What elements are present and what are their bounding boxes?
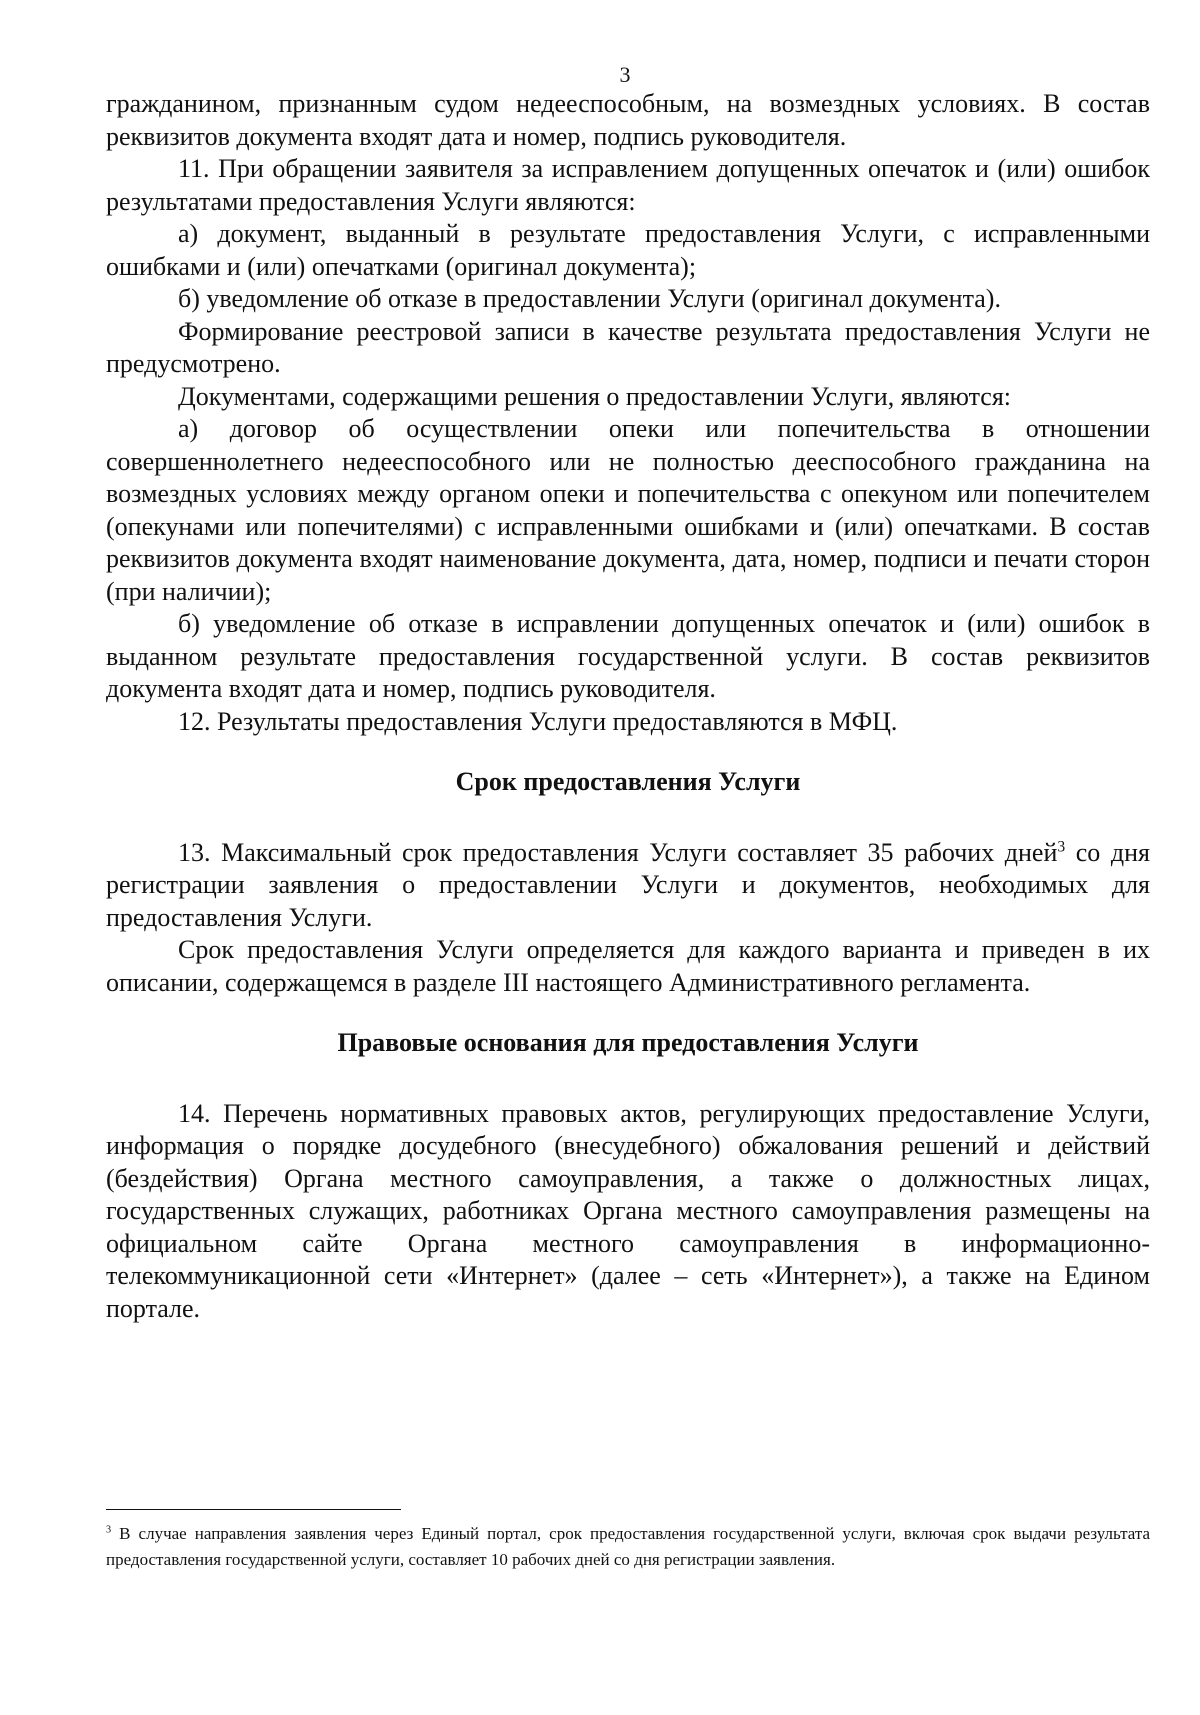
page-number: 3 [619, 62, 631, 87]
section-heading-term: Срок предоставления Услуги [455, 767, 801, 796]
item-13-text: 13. Максимальный срок предоставления Услуги составляет 35 рабочих дней [178, 837, 1058, 867]
paragraph-decision-documents: Документами, содержащими решения о предоставлении Услуги, являются: [178, 381, 1012, 411]
paragraph-continuation: гражданином, признанным судом недееспособным, на возмездных условиях. В состав реквизитов документа входят дата и номер, подпись руководителя. [106, 89, 1150, 151]
section-heading-legal-basis: Правовые основания для предоставления Услуги [337, 1028, 919, 1057]
paragraph-11-b: б) уведомление об отказе в предоставлении Услуги (оригинал документа). [178, 284, 1001, 313]
footnote-text: В случае направления заявления через Единый портал, срок предоставления государственной услуги, включая срок выдачи результата предоставления государственной услуги, составляет 10 рабочих дней со дня регистрации заявления. [106, 1524, 1150, 1569]
paragraph-item-14: 14. Перечень нормативных правовых актов, регулирующих предоставление Услуги, информация о порядке досудебного (внесудебного) обжалования решений и действий (бездействия) Органа местного самоуправления, а также о должностных лицах, государственных служащих, работниках Органа местного самоуправления размещены на официальном сайте Органа местного самоуправления в информационно-телекоммуникационной сети «Интернет» (далее – сеть «Интернет»), а также на Едином портале. [106, 1098, 1150, 1323]
paragraph-decision-a: а) договор об осуществлении опеки или попечительства в отношении совершеннолетнего недееспособного или не полностью дееспособного гражданина на возмездных условиях между органом опеки и попечительства с опекуном или попечителем (опекунами или попечителями) с исправленными ошибками и (или) опечатками. В состав реквизитов документа входят наименование документа, дата, номер, подписи и печати сторон (при наличии); [106, 414, 1150, 606]
paragraph-item-12: 12. Результаты предоставления Услуги предоставляются в МФЦ. [178, 706, 898, 736]
document-body [106, 88, 1150, 1325]
footnote-separator [106, 1509, 401, 1510]
paragraph-item-13 [106, 837, 1150, 935]
paragraph-decision-b: б) уведомление об отказе в исправлении допущенных опечаток и (или) ошибок в выданном результате предоставления государственной услуги. В состав реквизитов документа входят дата и номер, подпись руководителя. [106, 609, 1150, 703]
paragraph-term-variants: Срок предоставления Услуги определяется для каждого варианта и приведен в их описании, содержащемся в разделе III настоящего Административного регламента. [106, 935, 1150, 997]
footnote-marker: 3 [106, 1524, 112, 1536]
paragraph-item-11: 11. При обращении заявителя за исправлением допущенных опечаток и (или) ошибок результатами предоставления Услуги являются: [106, 154, 1150, 216]
footnote [106, 1521, 1150, 1573]
item-13-text-rest: со дня регистрации заявления о предоставлении Услуги и документов, необходимых для предоставления Услуги. [106, 837, 1150, 932]
footnote-reference: 3 [1057, 837, 1066, 855]
paragraph-registry-record: Формирование реестровой записи в качестве результата предоставления Услуги не предусмотрено. [106, 316, 1150, 378]
paragraph-11-a: а) документ, выданный в результате предоставления Услуги, с исправленными ошибками и (или) опечатками (оригинал документа); [106, 219, 1150, 281]
